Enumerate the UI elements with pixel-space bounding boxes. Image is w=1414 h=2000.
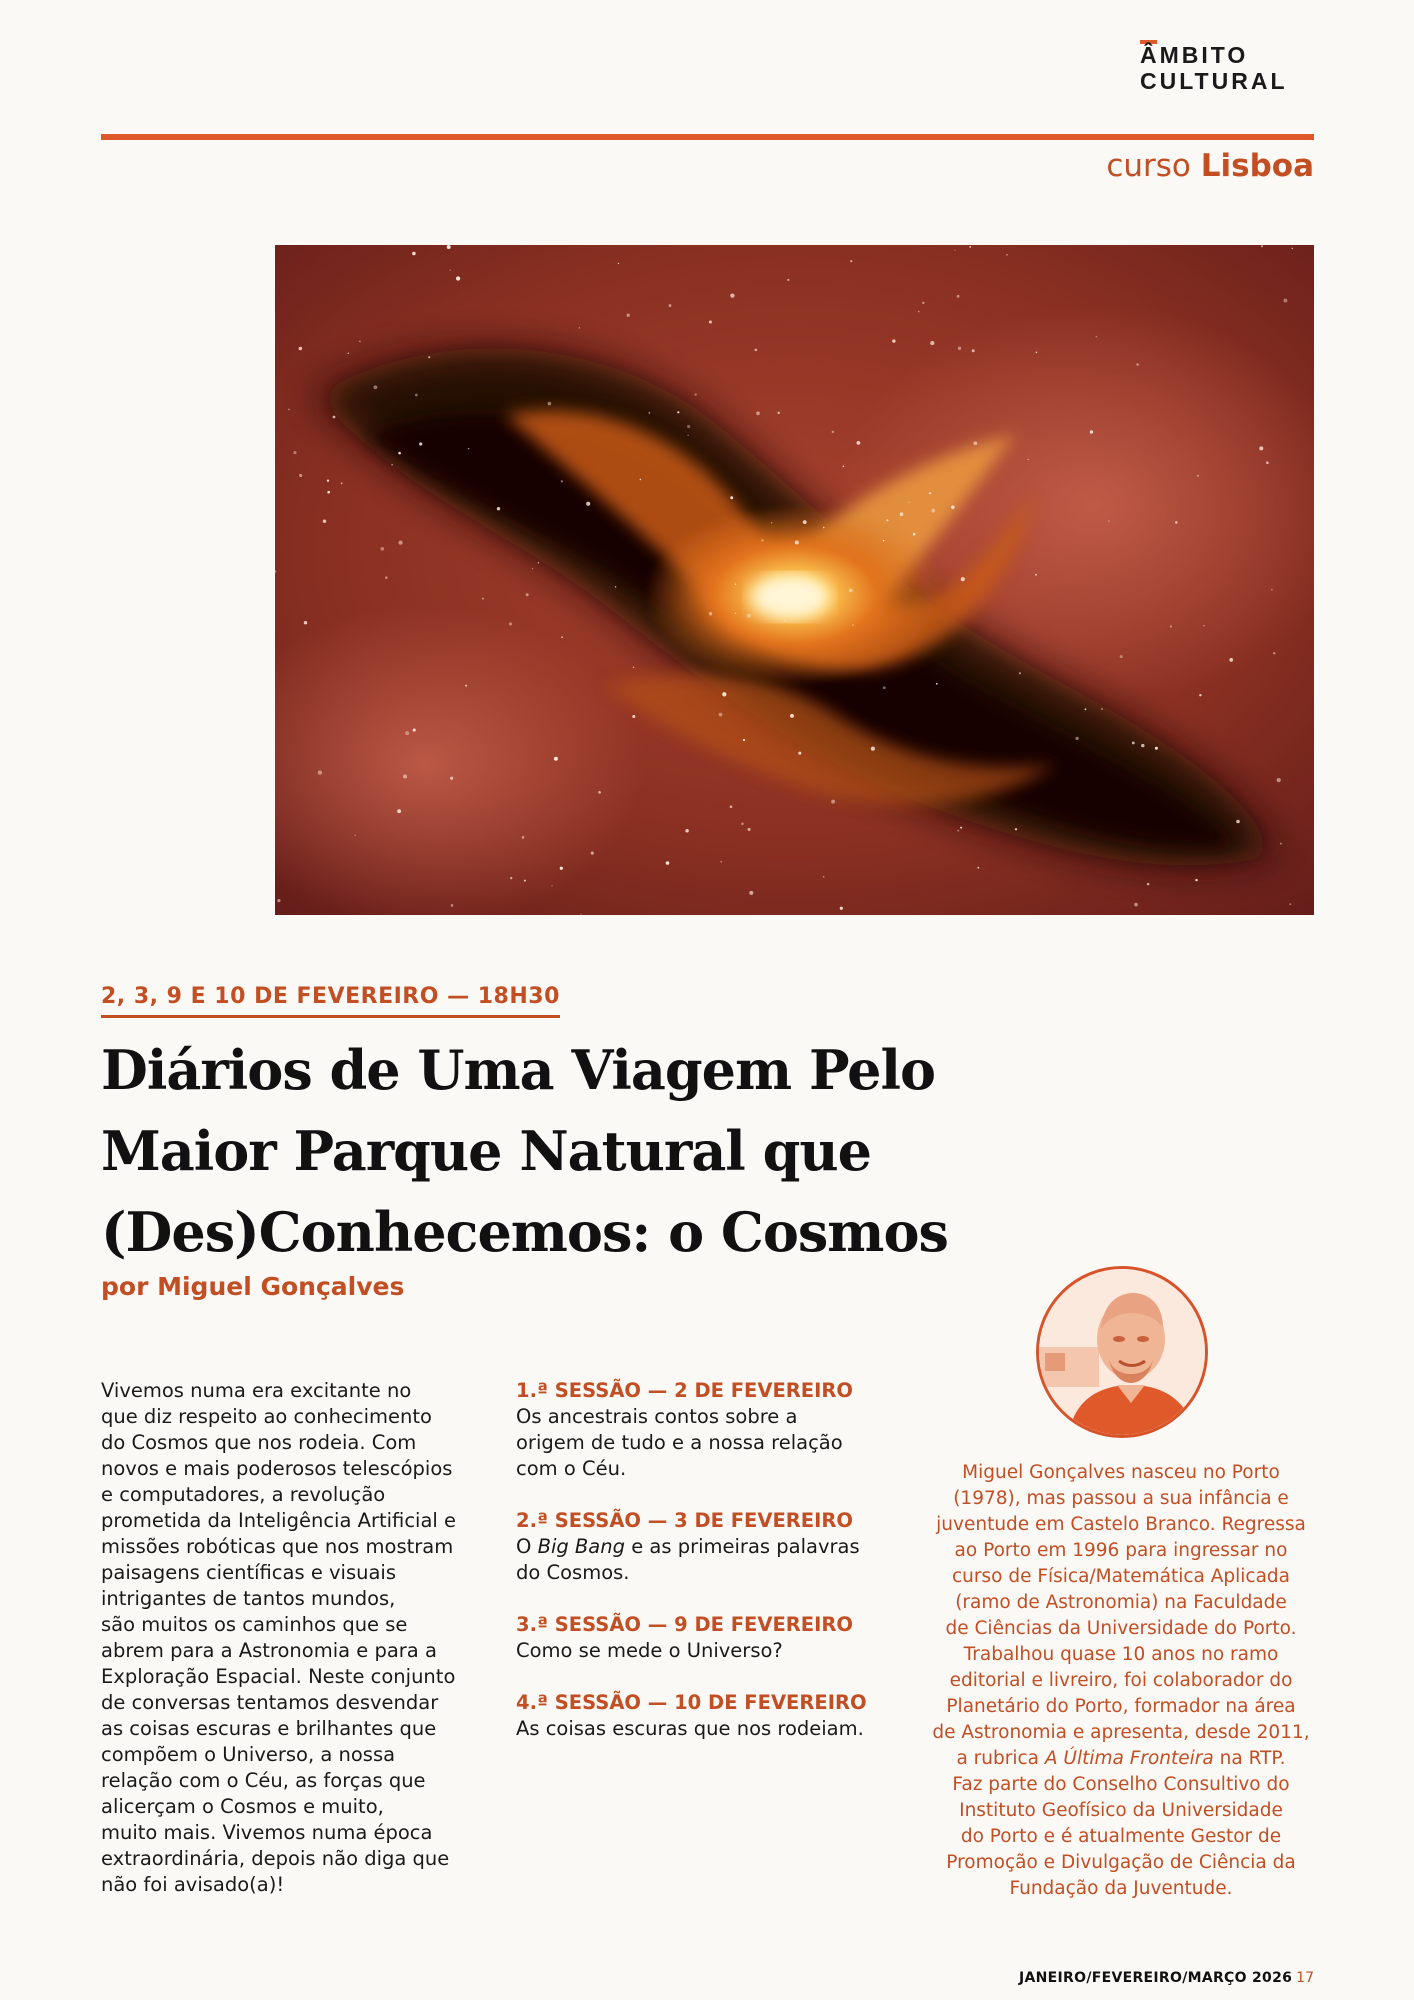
section-kind: curso — [1106, 148, 1191, 184]
header-rule — [101, 134, 1314, 140]
star — [327, 480, 329, 482]
star — [883, 540, 884, 541]
star — [1291, 248, 1293, 250]
session-line: origem de tudo e a nossa relação — [516, 1431, 843, 1454]
star — [633, 667, 635, 669]
star — [548, 402, 552, 406]
star — [348, 352, 350, 354]
title-line: Diários de Uma Viagem Pelo — [101, 1038, 935, 1102]
star — [318, 770, 322, 774]
star — [743, 739, 745, 741]
tv-segment-title: A Última Fronteira — [1044, 1748, 1214, 1769]
star — [413, 728, 416, 731]
star — [1236, 820, 1240, 824]
star — [1028, 459, 1029, 460]
star — [913, 533, 916, 536]
star — [960, 827, 962, 829]
star — [1273, 652, 1275, 654]
star — [560, 867, 563, 870]
intro-line: compõem o Universo, a nossa — [101, 1743, 396, 1766]
star — [333, 416, 336, 419]
star — [522, 836, 525, 839]
session-heading: 4.ª SESSÃO — 10 DE FEVEREIRO — [516, 1691, 867, 1714]
star — [526, 593, 529, 596]
star — [532, 568, 533, 569]
star — [840, 907, 843, 910]
star — [748, 828, 751, 831]
star — [1195, 879, 1197, 881]
session-description — [516, 1534, 916, 1586]
bio-line: Fundação da Juventude. — [1009, 1878, 1233, 1899]
intro-line: e computadores, a revolução — [101, 1483, 386, 1506]
star — [977, 867, 979, 869]
session-description — [516, 1404, 916, 1482]
star — [763, 602, 766, 605]
star — [850, 260, 852, 262]
intro-line: de conversas tentamos desvendar — [101, 1691, 439, 1714]
star — [1075, 737, 1078, 740]
star — [936, 683, 938, 685]
star — [1108, 520, 1109, 521]
star — [685, 829, 689, 833]
star — [551, 885, 552, 886]
star — [1175, 521, 1177, 523]
star — [900, 512, 904, 516]
star — [931, 509, 935, 513]
star — [1199, 694, 1201, 696]
star — [341, 482, 343, 484]
star — [1289, 903, 1291, 905]
star — [1035, 574, 1037, 576]
intro-line: que diz respeito ao conhecimento — [101, 1405, 432, 1428]
intro-line: paisagens científicas e visuais — [101, 1561, 397, 1584]
star — [561, 480, 563, 482]
star — [447, 245, 451, 249]
star — [450, 269, 451, 270]
star — [288, 409, 290, 411]
star — [359, 341, 361, 343]
star — [450, 777, 453, 780]
session-text: O — [516, 1535, 538, 1558]
star — [419, 442, 422, 445]
star — [1155, 747, 1158, 750]
sessions-list — [516, 1378, 916, 1768]
star — [304, 621, 307, 624]
title-line: Maior Parque Natural que — [101, 1119, 871, 1183]
session-line: Os ancestrais contos sobre a — [516, 1405, 798, 1428]
star — [1277, 778, 1281, 782]
bio-line: editorial e livreiro, foi colaborador do — [949, 1670, 1293, 1691]
star — [1229, 658, 1233, 662]
star — [509, 622, 512, 625]
bio-line: juventude em Castelo Branco. Regressa — [936, 1514, 1306, 1535]
session-line — [516, 1534, 916, 1560]
bio-text: a rubrica — [956, 1748, 1045, 1769]
star — [1006, 254, 1008, 256]
star — [720, 861, 722, 863]
star — [958, 347, 961, 350]
star — [598, 791, 601, 794]
star — [969, 246, 971, 248]
intro-line: prometida da Inteligência Artificial e — [101, 1509, 457, 1532]
session-italic-term: Big Bang — [537, 1535, 625, 1558]
star — [754, 349, 757, 352]
page-number: 17 — [1296, 1970, 1314, 1986]
intro-line: novos e mais poderosos telescópios — [101, 1457, 453, 1480]
bio-line: (1978), mas passou a sua infância e — [953, 1488, 1289, 1509]
star — [688, 435, 689, 436]
star — [747, 614, 751, 618]
bio-line: Miguel Gonçalves nasceu no Porto — [962, 1462, 1280, 1483]
star — [627, 314, 630, 317]
bio-line: Promoção e Divulgação de Ciência da — [946, 1852, 1296, 1873]
intro-line: do Cosmos que nos rodeia. Com — [101, 1431, 417, 1454]
star — [580, 913, 581, 914]
session-heading: 1.ª SESSÃO — 2 DE FEVEREIRO — [516, 1379, 853, 1402]
star — [648, 412, 650, 414]
intro-line: intrigantes de tantos mundos, — [101, 1587, 396, 1610]
star — [886, 519, 888, 521]
star — [798, 752, 801, 755]
star — [299, 474, 302, 477]
star — [1132, 741, 1135, 744]
star — [299, 347, 302, 350]
star — [669, 304, 672, 307]
star — [1259, 446, 1263, 450]
star — [403, 774, 407, 778]
session-line: do Cosmos. — [516, 1561, 630, 1584]
star — [1090, 430, 1093, 433]
bio-text: na RTP. — [1213, 1748, 1286, 1769]
star — [510, 877, 512, 879]
issue-label: JANEIRO/FEVEREIRO/MARÇO 2026 — [1019, 1970, 1293, 1986]
star — [709, 612, 712, 615]
star — [1280, 843, 1282, 845]
star — [640, 479, 641, 480]
bio-line: Trabalhou quase 10 anos no ramo — [963, 1644, 1279, 1665]
ambito-cultural-logo — [1140, 40, 1316, 96]
star — [892, 339, 895, 342]
star — [1147, 883, 1150, 886]
bio-line: ao Porto em 1996 para ingressar no — [954, 1540, 1288, 1561]
star — [777, 412, 779, 414]
star — [761, 539, 763, 541]
star — [832, 431, 834, 433]
event-dates: 2, 3, 9 E 10 DE FEVEREIRO — 18H30 — [101, 984, 560, 1018]
star — [615, 586, 616, 587]
star — [972, 349, 975, 352]
star — [831, 800, 835, 804]
session-text: e as primeiras palavras — [625, 1535, 860, 1558]
star — [323, 520, 326, 523]
session-item — [516, 1690, 916, 1742]
star — [918, 311, 919, 312]
intro-line: Vivemos numa era excitante no — [101, 1379, 412, 1402]
star — [1141, 744, 1144, 747]
star — [694, 393, 696, 395]
star — [1019, 672, 1021, 674]
star — [398, 452, 401, 455]
star — [871, 747, 875, 751]
bio-line: (ramo de Astronomia) na Faculdade — [955, 1592, 1287, 1613]
nebula-image — [275, 245, 1314, 915]
star — [961, 577, 965, 581]
star — [1120, 655, 1123, 658]
logo-line-2: CULTURAL — [1140, 68, 1288, 94]
star — [1096, 336, 1098, 338]
star — [687, 425, 690, 428]
intro-line: relação com o Céu, as forças que — [101, 1769, 426, 1792]
section-tag — [1106, 148, 1314, 184]
star — [293, 451, 296, 454]
star — [1261, 245, 1263, 247]
star — [456, 276, 460, 280]
logo-line-1: ÂMBITO — [1140, 42, 1249, 68]
star — [784, 620, 786, 622]
intro-text — [101, 1378, 491, 1898]
star — [397, 809, 401, 813]
star — [1085, 708, 1087, 710]
star — [586, 502, 590, 506]
star — [391, 464, 393, 466]
intro-line: muito mais. Vivemos numa época — [101, 1821, 433, 1844]
star — [1036, 351, 1038, 353]
star — [538, 562, 540, 564]
session-line: As coisas escuras que nos rodeiam. — [516, 1717, 864, 1740]
star — [709, 320, 712, 323]
bio-line: Faz parte do Conselho Consultivo do — [952, 1774, 1290, 1795]
star — [957, 830, 959, 832]
star — [922, 302, 925, 305]
star — [730, 805, 733, 808]
star — [957, 295, 960, 298]
star — [465, 685, 467, 687]
star — [405, 731, 409, 735]
star — [1101, 708, 1103, 710]
star — [554, 757, 558, 761]
star — [857, 441, 861, 445]
session-heading: 2.ª SESSÃO — 3 DE FEVEREIRO — [516, 1509, 853, 1532]
bio-line: do Porto e é atualmente Gestor de — [960, 1826, 1282, 1847]
page-footer — [1019, 1970, 1314, 1986]
intro-line: missões robóticas que nos mostram — [101, 1535, 454, 1558]
session-description — [516, 1716, 916, 1742]
session-item — [516, 1508, 916, 1586]
star — [1271, 589, 1272, 590]
star — [883, 686, 886, 689]
star — [735, 613, 736, 614]
star — [618, 263, 619, 264]
star — [428, 356, 430, 358]
intro-line: alicerçam o Cosmos e muito, — [101, 1795, 384, 1818]
star — [908, 502, 909, 503]
intro-line: Exploração Espacial. Neste conjunto — [101, 1665, 456, 1688]
star — [380, 547, 384, 551]
star — [277, 899, 280, 902]
star — [412, 252, 416, 256]
star — [954, 250, 955, 251]
star — [524, 880, 526, 882]
star — [327, 491, 330, 494]
bio-line: de Astronomia e apresenta, desde 2011, — [932, 1722, 1310, 1743]
star — [741, 822, 744, 825]
author-bio — [926, 1460, 1316, 1902]
star — [1203, 625, 1204, 626]
star — [385, 576, 388, 579]
star — [787, 279, 789, 281]
session-heading: 3.ª SESSÃO — 9 DE FEVEREIRO — [516, 1613, 853, 1636]
star — [468, 448, 469, 449]
star — [1015, 828, 1017, 830]
star — [973, 441, 977, 445]
star — [632, 715, 635, 718]
star — [719, 713, 723, 717]
author-portrait — [1036, 1266, 1208, 1438]
star — [398, 540, 402, 544]
session-item — [516, 1378, 916, 1482]
star — [795, 540, 799, 544]
star — [849, 589, 853, 593]
star — [771, 522, 772, 523]
star — [415, 394, 418, 397]
star — [354, 835, 355, 836]
section-city: Lisboa — [1200, 148, 1314, 184]
star — [722, 692, 726, 696]
bio-line: de Ciências da Universidade do Porto. — [945, 1618, 1297, 1639]
star — [790, 714, 794, 718]
star — [1266, 461, 1269, 464]
star — [730, 496, 733, 499]
star — [482, 598, 484, 600]
session-line: Como se mede o Universo? — [516, 1639, 783, 1662]
star — [1136, 363, 1138, 365]
star — [591, 852, 594, 855]
bio-line: Instituto Geofísico da Universidade — [959, 1800, 1283, 1821]
star — [374, 385, 378, 389]
star — [823, 527, 825, 529]
bio-line: Planetário do Porto, formador na área — [946, 1696, 1296, 1717]
intro-line: são muitos os caminhos que se — [101, 1613, 408, 1636]
star — [666, 861, 670, 865]
bio-line — [926, 1746, 1316, 1772]
star — [735, 584, 736, 585]
star — [823, 876, 824, 877]
star — [843, 466, 845, 468]
star — [756, 412, 760, 416]
star — [852, 624, 854, 626]
session-item — [516, 1612, 916, 1664]
star — [1197, 475, 1199, 477]
event-title — [101, 1030, 1081, 1273]
star — [1170, 626, 1172, 628]
star — [749, 891, 753, 895]
star — [951, 505, 955, 509]
star — [451, 904, 454, 907]
star — [579, 327, 581, 329]
star — [1134, 903, 1138, 907]
author-byline: por Miguel Gonçalves — [101, 1272, 405, 1301]
intro-line: extraordinária, depois não diga que — [101, 1847, 450, 1870]
star — [930, 341, 934, 345]
title-line: (Des)Conhecemos: o Cosmos — [101, 1200, 948, 1264]
intro-line: abrem para a Astronomia e para a — [101, 1639, 437, 1662]
intro-line: não foi avisado(a)! — [101, 1873, 285, 1896]
star — [1283, 299, 1287, 303]
star — [730, 293, 734, 297]
star — [929, 492, 931, 494]
star — [497, 507, 500, 510]
star — [677, 411, 679, 413]
star — [803, 520, 807, 524]
session-description — [516, 1638, 916, 1664]
star — [561, 636, 563, 638]
bio-line: curso de Física/Matemática Aplicada — [952, 1566, 1290, 1587]
session-line: com o Céu. — [516, 1457, 627, 1480]
intro-line: as coisas escuras e brilhantes que — [101, 1717, 437, 1740]
